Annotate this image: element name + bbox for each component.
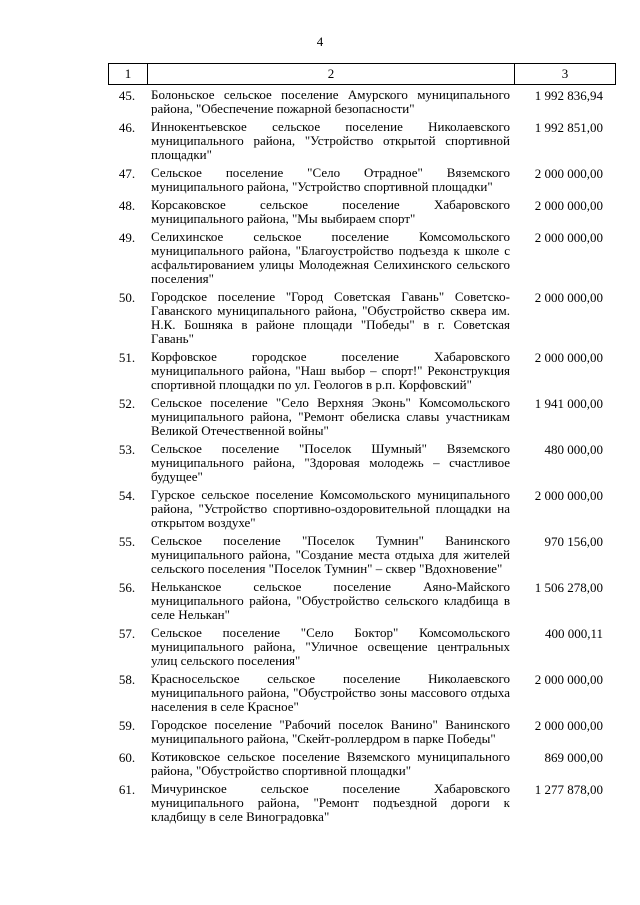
table-row	[108, 750, 616, 778]
table-row	[108, 442, 616, 484]
table-row	[108, 672, 616, 714]
table-body	[108, 88, 616, 828]
row-number: 49.	[118, 230, 136, 245]
row-amount: 480 000,00	[544, 442, 603, 457]
row-amount: 1 277 878,00	[534, 782, 603, 797]
row-amount: 1 506 278,00	[534, 580, 603, 595]
table-row	[108, 120, 616, 162]
row-description: Гурское сельское поселение Комсомольского муниципального района, "Устройство спортивно-оздоровительной площадки на открытом воздухе"	[151, 487, 510, 530]
row-number: 47.	[118, 166, 136, 181]
row-amount: 2 000 000,00	[534, 230, 603, 245]
table-row	[108, 88, 616, 116]
row-number: 45.	[118, 88, 136, 103]
row-description: Сельское поселение "Поселок Тумнин" Ванинского муниципального района, "Создание места отдыха для жителей сельского поселения "Поселок Тумнин" – сквер "Вдохновение"	[151, 533, 510, 576]
row-description: Сельское поселение "Село Отрадное" Вяземского муниципального района, "Устройство спортивной площадки"	[151, 165, 510, 194]
row-description: Иннокентьевское сельское поселение Николаевского муниципального района, "Устройство открытой спортивной площадки"	[151, 119, 510, 162]
table-row	[108, 290, 616, 346]
row-number: 58.	[118, 672, 136, 687]
row-description: Красносельское сельское поселение Николаевского муниципального района, "Обустройство зоны массового отдыха населения в селе Красное"	[151, 671, 510, 714]
column-header-description: 2	[148, 64, 515, 84]
row-amount: 2 000 000,00	[534, 488, 603, 503]
column-header-number: 1	[109, 64, 148, 84]
table-row	[108, 198, 616, 226]
table-row	[108, 488, 616, 530]
row-number: 51.	[118, 350, 136, 365]
row-amount: 2 000 000,00	[534, 672, 603, 687]
row-amount: 970 156,00	[544, 534, 603, 549]
table-row	[108, 782, 616, 824]
column-header-amount: 3	[561, 66, 569, 81]
row-description: Сельское поселение "Село Верхняя Эконь" Комсомольского муниципального района, "Ремонт обелиска славы участникам Великой Отечественной войны"	[151, 395, 510, 438]
row-description: Селихинское сельское поселение Комсомольского муниципального района, "Благоустройство подъезда к школе с асфальтированием улицы Молодежная Селихинского сельского поселения"	[151, 229, 510, 286]
row-number: 50.	[118, 290, 136, 305]
row-amount: 869 000,00	[544, 750, 603, 765]
table-row	[108, 626, 616, 668]
row-number: 55.	[118, 534, 136, 549]
row-amount: 2 000 000,00	[534, 166, 603, 181]
row-number: 54.	[118, 488, 136, 503]
row-description: Нельканское сельское поселение Аяно-Майского муниципального района, "Обустройство сельского кладбища в селе Нелькан"	[151, 579, 510, 622]
table-row	[108, 534, 616, 576]
table-row	[108, 718, 616, 746]
row-number: 52.	[118, 396, 136, 411]
table-row	[108, 580, 616, 622]
row-number: 56.	[118, 580, 136, 595]
row-amount: 1 992 836,94	[534, 88, 603, 103]
row-number: 60.	[118, 750, 136, 765]
table-row	[108, 350, 616, 392]
row-description: Корсаковское сельское поселение Хабаровского муниципального района, "Мы выбираем спорт"	[151, 197, 510, 226]
row-number: 61.	[118, 782, 136, 797]
row-description: Мичуринское сельское поселение Хабаровского муниципального района, "Ремонт подъездной дороги к кладбищу в селе Виноградовка"	[151, 781, 510, 824]
row-number: 59.	[118, 718, 136, 733]
table-row	[108, 230, 616, 286]
row-description: Сельское поселение "Село Боктор" Комсомольского муниципального района, "Уличное освещение центральных улиц сельского поселения"	[151, 625, 510, 668]
row-amount: 2 000 000,00	[534, 198, 603, 213]
row-number: 46.	[118, 120, 136, 135]
row-amount: 2 000 000,00	[534, 350, 603, 365]
row-description: Котиковское сельское поселение Вяземского муниципального района, "Обустройство спортивной площадки"	[151, 749, 510, 778]
row-description: Сельское поселение "Поселок Шумный" Вяземского муниципального района, "Здоровая молодежь – счастливое будущее"	[151, 441, 510, 484]
page-number: 4	[316, 34, 324, 49]
table-header	[108, 63, 616, 85]
row-number: 48.	[118, 198, 136, 213]
row-number: 57.	[118, 626, 136, 641]
row-amount: 2 000 000,00	[534, 290, 603, 305]
table-row	[108, 396, 616, 438]
row-amount: 1 941 000,00	[534, 396, 603, 411]
row-amount: 1 992 851,00	[534, 120, 603, 135]
row-amount: 400 000,11	[544, 626, 603, 641]
row-description: Городское поселение "Рабочий поселок Ванино" Ванинского муниципального района, "Скейт-роллердром в парке Победы"	[151, 717, 510, 746]
table-row	[108, 166, 616, 194]
row-number: 53.	[118, 442, 136, 457]
row-description: Болоньское сельское поселение Амурского муниципального района, "Обеспечение пожарной безопасности"	[151, 87, 510, 116]
row-description: Корфовское городское поселение Хабаровского муниципального района, "Наш выбор – спорт!" Реконструкция спортивной площадки по ул. Геологов в р.п. Корфовский"	[151, 349, 510, 392]
row-amount: 2 000 000,00	[534, 718, 603, 733]
row-description: Городское поселение "Город Советская Гавань" Советско-Гаванского муниципального района, "Обустройство сквера им. Н.К. Бошняка в районе площади "Победы" в г. Советская Гавань"	[151, 289, 510, 346]
